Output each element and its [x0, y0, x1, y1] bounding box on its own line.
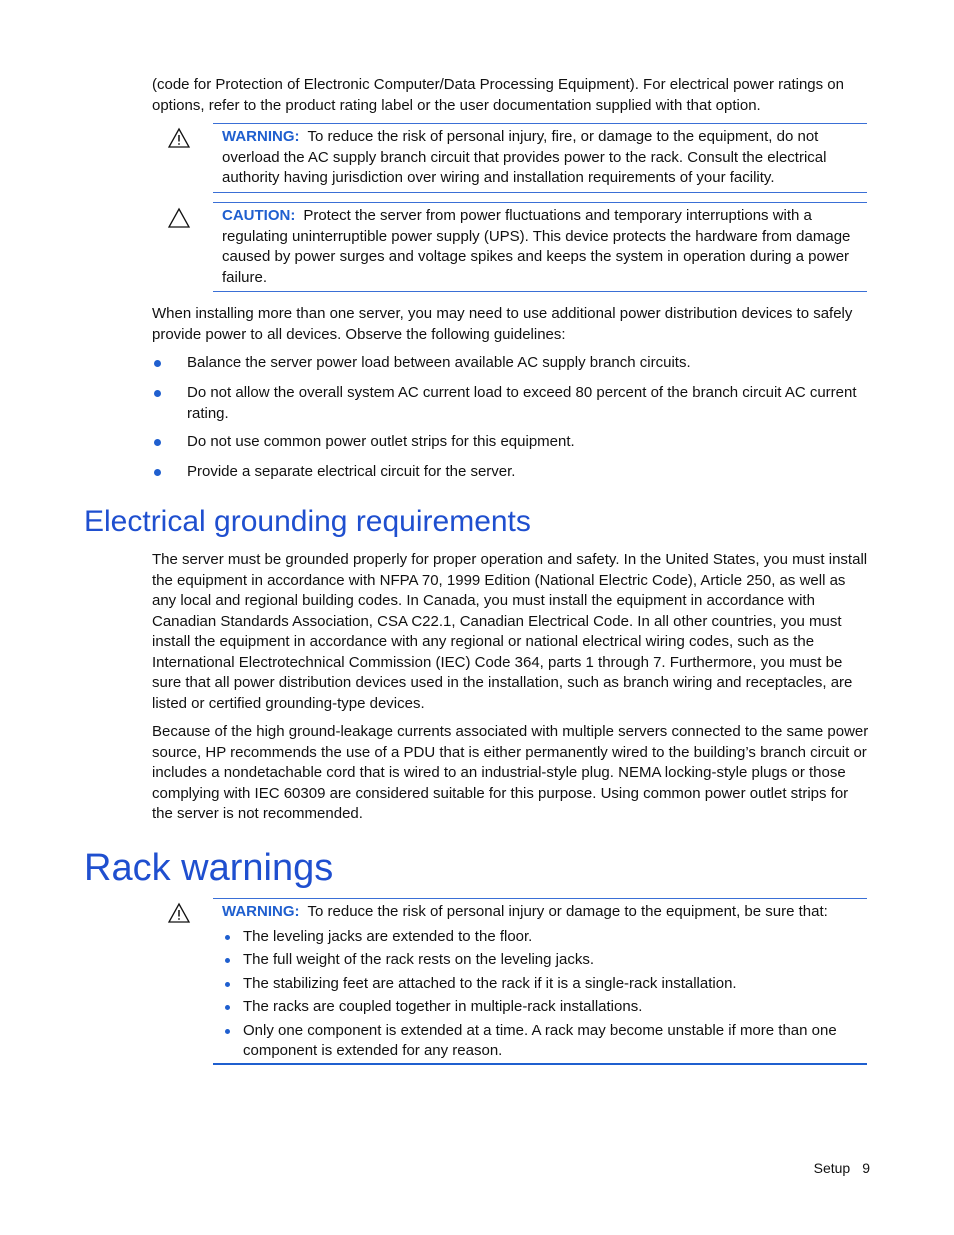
list-item: [222, 927, 858, 948]
list-item: [152, 383, 870, 424]
bullet-icon: [225, 1005, 230, 1010]
bullet-icon: [154, 360, 161, 367]
warning-label: WARNING:: [222, 903, 300, 920]
rack-warning-body: [222, 902, 858, 1065]
list-item-text: The stabilizing feet are attached to the rack if it is a single-rack installation.: [243, 974, 737, 992]
notice-top-rule: [213, 202, 867, 203]
list-item-text: Do not allow the overall system AC current load to exceed 80 percent of the branch circuit AC current rating.: [187, 384, 857, 422]
footer-section: Setup: [813, 1160, 851, 1176]
rack-warning-list: [222, 927, 858, 1062]
caution-body: [222, 206, 858, 288]
notice-top-rule: [213, 123, 867, 124]
list-item: [152, 353, 870, 374]
bullet-icon: [225, 1029, 230, 1034]
grounding-paragraph-2: Because of the high ground-leakage currents associated with multiple servers connected to the same power source, HP recommends the use of a PDU that is either permanently wired to the building’s branch circuit or includes a nondetachable cord that is wired to an industrial-style plug. NEMA locking-style plugs or those complying with IEC 60309 are considered suitable for this purpose. Using common power outlet strips for the server is not recommended.: [152, 723, 869, 822]
notice-bottom-rule: [213, 192, 867, 193]
notice-bottom-rule: [213, 1063, 867, 1065]
warning-label: WARNING:: [222, 128, 300, 145]
bullet-icon: [154, 390, 161, 397]
list-item: [222, 1021, 858, 1062]
multi-server-paragraph: When installing more than one server, you may need to use additional power distribution devices to safely provide power to all devices. Observe the following guidelines:: [152, 305, 853, 343]
warning-triangle-icon: [167, 127, 191, 149]
list-item-text: The full weight of the rack rests on the leveling jacks.: [243, 951, 595, 968]
notice-top-rule: [213, 898, 867, 899]
bullet-icon: [154, 439, 161, 446]
grounding-heading: Electrical grounding requirements: [84, 505, 531, 538]
intro-paragraph: (code for Protection of Electronic Computer/Data Processing Equipment). For electrical power ratings on options, refer to the product rating label or the user documentation supplied with that option.: [152, 76, 844, 114]
warning-text: To reduce the risk of personal injury or damage to the equipment, be sure that:: [307, 903, 828, 920]
page-number: 9: [862, 1160, 870, 1176]
list-item-text: Provide a separate electrical circuit for the server.: [187, 463, 516, 480]
warning-triangle-icon: [167, 902, 191, 924]
bullet-icon: [225, 935, 230, 940]
caution-triangle-icon: [167, 207, 191, 229]
warning-text: To reduce the risk of personal injury, fire, or damage to the equipment, do not overload the AC supply branch circuit that provides power to the rack. Consult the electrical authority having jurisdiction over wiring and installation requirements of your facility.: [222, 128, 827, 186]
list-item-text: Balance the server power load between available AC supply branch circuits.: [187, 354, 691, 371]
list-item: [222, 997, 858, 1018]
grounding-paragraph-1: The server must be grounded properly for proper operation and safety. In the United States, you must install the equipment in accordance with NFPA 70, 1999 Edition (National Electric Code), Article 250, as well as any local and regional building codes. In Canada, you must install the equipment in accordance with Canadian Standards Association, CSA C22.1, Canadian Electrical Code. In all other countries, you must install the equipment in accordance with any regional or national electrical wiring codes, such as the International Electrotechnical Commission (IEC) Code 364, parts 1 through 7. Furthermore, you must be sure that all power distribution devices used in the installation, such as branch wiring and receptacles, are listed or certified grounding-type devices.: [152, 551, 868, 712]
list-item: [222, 974, 858, 995]
list-item: [222, 950, 858, 971]
list-item: [152, 432, 870, 453]
rack-warnings-heading: Rack warnings: [84, 847, 334, 889]
list-item-text: Do not use common power outlet strips for this equipment.: [187, 433, 575, 450]
list-item-text: Only one component is extended at a time. A rack may become unstable if more than one component is extended for any reason.: [243, 1021, 837, 1059]
caution-label: CAUTION:: [222, 207, 296, 224]
caution-text: Protect the server from power fluctuations and temporary interruptions with a regulating uninterruptible power supply (UPS). This device protects the hardware from damage caused by power surges and voltage spikes and keeps the system in operation during a power failure.: [222, 207, 851, 286]
list-item: [152, 462, 870, 483]
warning-body: [222, 127, 858, 189]
list-item-text: The racks are coupled together in multiple-rack installations.: [243, 998, 643, 1015]
page-footer: [802, 1158, 870, 1179]
bullet-icon: [225, 982, 230, 987]
bullet-icon: [154, 469, 161, 476]
list-item-text: The leveling jacks are extended to the floor.: [243, 927, 533, 945]
bullet-icon: [225, 958, 230, 963]
notice-bottom-rule: [213, 291, 867, 292]
